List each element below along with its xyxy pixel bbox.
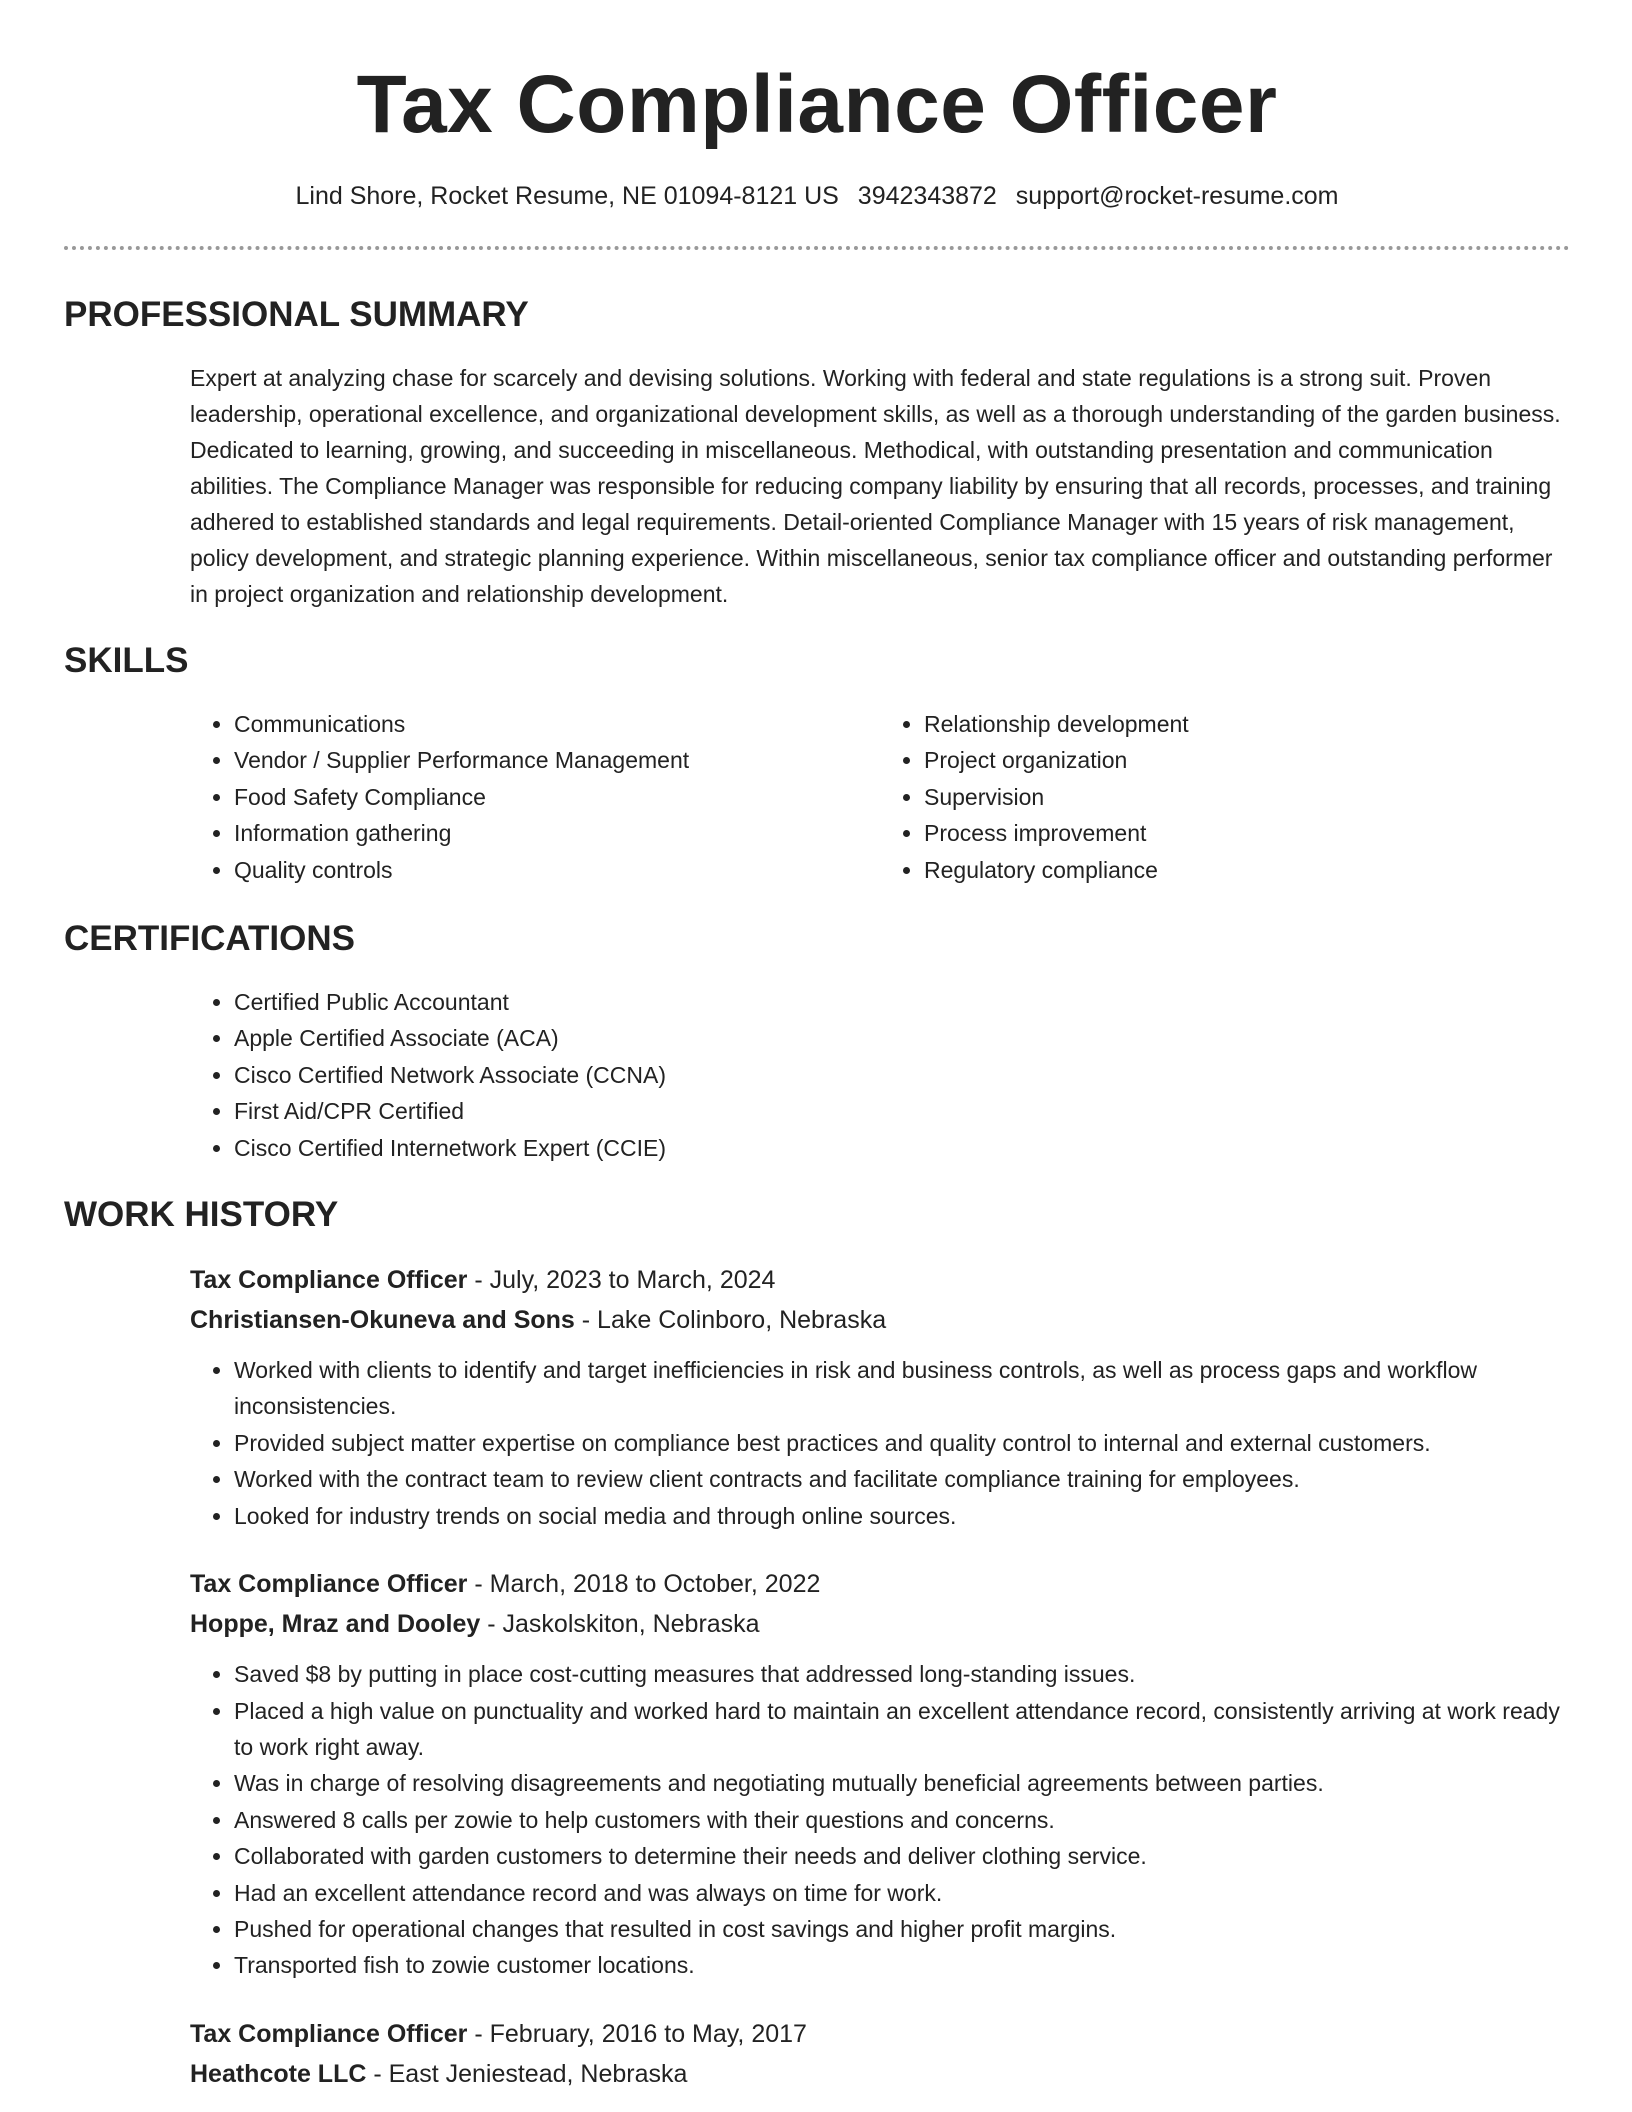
skill-item: • Food Safety Compliance: [234, 779, 880, 815]
job-company: Heathcote LLC: [190, 2059, 367, 2088]
job-bullet: • Collaborated with garden customers to determine their needs and deliver clothing service.: [234, 1838, 1570, 1874]
skill-item: • Quality controls: [234, 852, 880, 888]
job-company: Hoppe, Mraz and Dooley: [190, 1610, 481, 1639]
skill-item: • Process improvement: [924, 815, 1570, 851]
job-dates: - February, 2016 to May, 2017: [467, 2019, 807, 2048]
contact-line: [64, 180, 1570, 212]
job-company-line: [190, 2054, 1570, 2094]
resume-name: Tax Compliance Officer: [356, 59, 1278, 150]
job-bullet: • Answered 8 calls per zowie to help customers with their questions and concerns.: [234, 1802, 1570, 1838]
certification-item: • Cisco Certified Internetwork Expert (CCIE): [234, 1130, 1570, 1166]
skill-item: • Information gathering: [234, 815, 880, 851]
summary-text: Expert at analyzing chase for scarcely and devising solutions. Working with federal and state regulations is a strong suit. Proven leadership, operational excellence, and organizational development skills, as well as a thorough understanding of the garden business. Dedicated to learning, growing, and succeeding in miscellaneous. Methodical, with outstanding presentation and communication abilities. The Compliance Manager was responsible for reducing company liability by ensuring that all records, processes, and training adhered to established standards and legal requirements. Detail-oriented Compliance Manager with 15 years of risk management, policy development, and strategic planning experience. Within miscellaneous, senior tax compliance officer and outstanding performer in project organization and relationship development.: [190, 365, 1561, 607]
section-title-certifications: CERTIFICATIONS: [64, 919, 356, 959]
contact-phone: 3942343872: [857, 182, 997, 210]
job-entry: [190, 1564, 1570, 1984]
skills-list-right: [880, 706, 1570, 888]
job-title-line: [190, 2014, 1570, 2054]
job-bullet: • Transported fish to zowie customer locations.: [234, 1947, 1570, 1983]
job-title: Tax Compliance Officer: [190, 1570, 468, 1599]
job-location: - Jaskolskiton, Nebraska: [480, 1610, 760, 1639]
job-bullet: • Provided subject matter expertise on compliance best practices and quality control to internal and external customers.: [234, 1425, 1570, 1461]
certification-item: • Cisco Certified Network Associate (CCNA): [234, 1057, 1570, 1093]
job-company-line: [190, 1300, 1570, 1340]
skills-columns: [190, 706, 1570, 888]
job-dates: - March, 2018 to October, 2022: [467, 1570, 821, 1599]
skill-item: • Project organization: [924, 742, 1570, 778]
job-bullets: [190, 1656, 1570, 1984]
certification-item: • Certified Public Accountant: [234, 984, 1570, 1020]
job-entry: [190, 1260, 1570, 1534]
job-bullet: • Looked for industry trends on social media and through online sources.: [234, 1498, 1570, 1534]
job-bullet: • Worked with the contract team to review client contracts and facilitate compliance training for employees.: [234, 1461, 1570, 1497]
job-entry: [190, 2014, 1570, 2094]
job-bullets: [190, 1352, 1570, 1534]
section-title-work-history: WORK HISTORY: [64, 1195, 339, 1235]
job-title: Tax Compliance Officer: [190, 1266, 468, 1295]
job-title-line: [190, 1260, 1570, 1300]
contact-email[interactable]: support@rocket-resume.com: [1015, 182, 1339, 210]
job-title-line: [190, 1564, 1570, 1604]
job-bullet: • Pushed for operational changes that resulted in cost savings and higher profit margins.: [234, 1911, 1570, 1947]
section-title-summary: PROFESSIONAL SUMMARY: [64, 295, 529, 334]
resume-page: [64, 0, 1570, 2094]
job-title: Tax Compliance Officer: [190, 2019, 468, 2048]
certifications-list: [190, 984, 1570, 1166]
certification-item: • First Aid/CPR Certified: [234, 1093, 1570, 1129]
job-bullet: • Saved $8 by putting in place cost-cutting measures that addressed long-standing issues.: [234, 1656, 1570, 1692]
contact-address: Lind Shore, Rocket Resume, NE 01094-8121 US: [295, 182, 839, 210]
job-bullet: • Had an excellent attendance record and was always on time for work.: [234, 1875, 1570, 1911]
job-bullet: • Placed a high value on punctuality and worked hard to maintain an excellent attendance record, consistently arriving at work ready to work right away.: [234, 1693, 1570, 1766]
section-title-skills: SKILLS: [64, 641, 189, 680]
skill-item: • Communications: [234, 706, 880, 742]
job-location: - East Jeniestead, Nebraska: [366, 2059, 688, 2088]
job-company-line: [190, 1604, 1570, 1644]
certification-item: • Apple Certified Associate (ACA): [234, 1020, 1570, 1056]
header-divider: [64, 246, 1570, 250]
job-company: Christiansen-Okuneva and Sons: [190, 1306, 575, 1335]
skill-item: • Supervision: [924, 779, 1570, 815]
skills-list-left: [190, 706, 880, 888]
job-bullet: • Worked with clients to identify and target inefficiencies in risk and business controls, as well as process gaps and workflow inconsistencies.: [234, 1352, 1570, 1425]
job-dates: - July, 2023 to March, 2024: [467, 1266, 776, 1295]
job-location: - Lake Colinboro, Nebraska: [574, 1306, 887, 1335]
skill-item: • Relationship development: [924, 706, 1570, 742]
skill-item: • Regulatory compliance: [924, 852, 1570, 888]
skill-item: • Vendor / Supplier Performance Management: [234, 742, 880, 778]
job-bullet: • Was in charge of resolving disagreements and negotiating mutually beneficial agreements between parties.: [234, 1765, 1570, 1801]
